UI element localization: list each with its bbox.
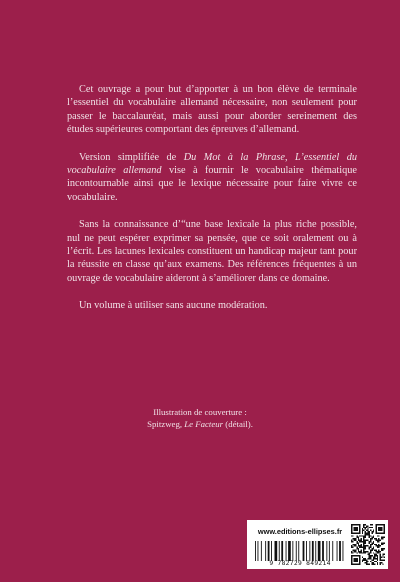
illustration-credit — [0, 406, 400, 430]
credit-suffix: (détail). — [223, 419, 253, 429]
credit-line-1: Illustration de couverture : — [153, 407, 247, 417]
paragraph-2-run-5: vise à fournir le vocabulaire thématique incontournable ainsi que le lexique nécessaire pour faire vivre ce vocabulaire. — [67, 165, 357, 203]
paragraph-2-run-1: Version simplifiée de — [79, 151, 184, 163]
publisher-url[interactable]: www.editions-ellipses.fr — [257, 527, 343, 536]
paragraph-4 — [67, 299, 357, 312]
paragraph-4-text: Un volume à utiliser sans aucune modération. — [79, 300, 268, 312]
paragraph-3-text: Sans la connaissance d’“une base lexicale la plus riche possible, nul ne peut espérer exprimer sa pensée, que ce soit oralement ou à l’écrit. Les lacunes lexicales constituent un handicap majeur tant pour la réussite en classe qu’aux examens. Des références fréquentes à un ouvrage de vocabulaire aideront à s’améliorer dans ce domaine. — [67, 219, 357, 284]
paragraph-2-run-3: , — [285, 151, 296, 163]
paragraph-1 — [67, 83, 357, 137]
book-title-italic: Du Mot à la Phrase — [183, 151, 285, 163]
credit-artist: Spitzweg, — [147, 419, 185, 429]
paragraph-3 — [67, 218, 357, 285]
subtitle-italic: L’essentiel du vocabulaire allemand — [67, 151, 358, 177]
paragraph-1-text: Cet ouvrage a pour but d’apporter à un bon élève de terminale l’essentiel du vocabulaire allemand nécessaire, non seulement pour passer le baccalauréat, mais aussi pour aborder sereinement des études supérieures comportant des épreuves d’allemand. — [67, 84, 357, 136]
publisher-footer — [247, 520, 388, 569]
paragraph-2 — [67, 151, 357, 205]
blurb — [67, 83, 357, 313]
credit-artwork-title: Le Facteur — [184, 419, 224, 429]
barcode — [253, 541, 345, 561]
credit-line-2 — [0, 418, 400, 430]
qr-code-icon — [351, 524, 385, 565]
isbn-number: 9 782729 849214 — [269, 560, 331, 567]
